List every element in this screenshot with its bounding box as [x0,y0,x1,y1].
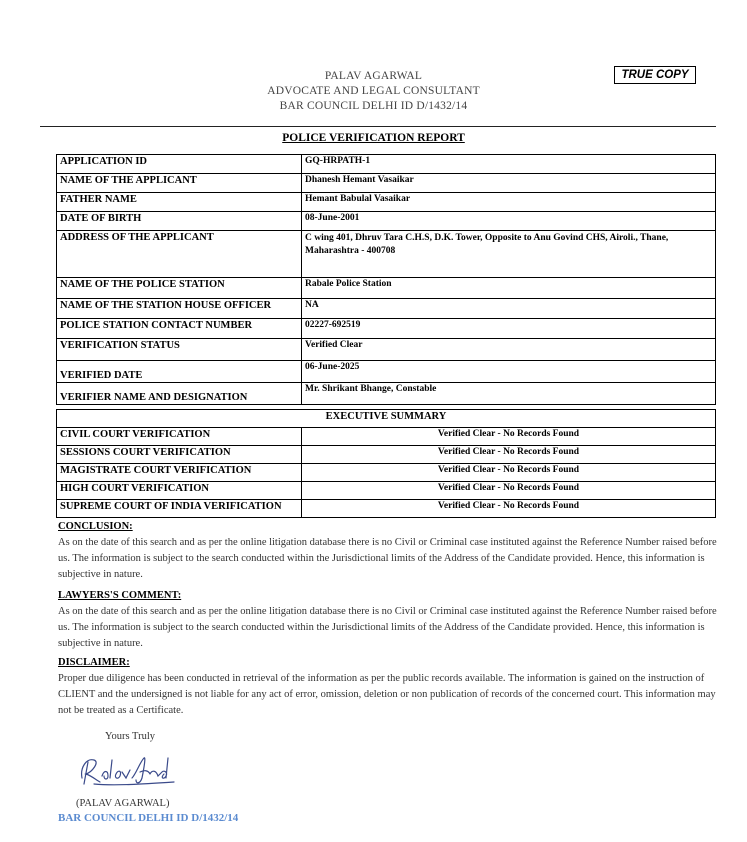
table-row [57,174,716,193]
row-value: Verified Clear - No Records Found [302,500,716,518]
conclusion-heading: CONCLUSION: [58,521,133,532]
row-value: 02227-692519 [302,319,716,339]
row-label: NAME OF THE APPLICANT [57,174,302,193]
disclaimer-heading: DISCLAIMER: [58,657,130,668]
row-label: FATHER NAME [57,193,302,212]
table-row [57,464,716,482]
row-label: SESSIONS COURT VERIFICATION [57,446,302,464]
table-row [57,500,716,518]
advocate-role: ADVOCATE AND LEGAL CONSULTANT [267,85,480,97]
table-row [57,319,716,339]
lawyers-comment-heading: LAWYERS'S COMMENT: [58,590,182,601]
advocate-bar-id: BAR COUNCIL DELHI ID D/1432/14 [279,100,468,112]
table-row [57,231,716,278]
lawyers-comment-text: As on the date of this search and as per the online litigation database there is no Civil or Criminal case instituted against the Reference Number raised before us. The information is subject to the search conducted within the Jurisdictional limits of the Address of the Candidate provided. Hence, this information is subjective in nature. [58,606,717,649]
row-label: NAME OF THE POLICE STATION [57,278,302,299]
row-value: C wing 401, Dhruv Tara C.H.S, D.K. Tower, Opposite to Anu Govind CHS, Airoli., Thane, Maharashtra - 400708 [302,231,716,278]
row-label: VERIFIED DATE [57,361,302,383]
advocate-name: PALAV AGARWAL [324,70,423,82]
true-copy-stamp: TRUE COPY [614,66,696,84]
table-row [57,383,716,405]
row-label: SUPREME COURT OF INDIA VERIFICATION [57,500,302,518]
row-label: DATE OF BIRTH [57,212,302,231]
table-row [57,278,716,299]
row-value: GQ-HRPATH-1 [302,155,716,174]
header-divider [40,126,716,127]
row-value: Mr. Shrikant Bhange, Constable [302,383,716,405]
executive-summary-title: EXECUTIVE SUMMARY [57,410,716,428]
row-value: Verified Clear - No Records Found [302,446,716,464]
row-value: 06-June-2025 [302,361,716,383]
row-label: CIVIL COURT VERIFICATION [57,428,302,446]
table-row [57,193,716,212]
table-header-row [57,410,716,428]
table-row [57,482,716,500]
details-table [56,154,716,405]
handwritten-signature [74,748,184,790]
table-row [57,361,716,383]
row-value: 08-June-2001 [302,212,716,231]
row-label: HIGH COURT VERIFICATION [57,482,302,500]
table-row [57,428,716,446]
signatory-name: (PALAV AGARWAL) [76,798,170,809]
table-row [57,339,716,361]
row-label: VERIFICATION STATUS [57,339,302,361]
row-label: POLICE STATION CONTACT NUMBER [57,319,302,339]
closing-text: Yours Truly [105,731,156,742]
row-value: Dhanesh Hemant Vasaikar [302,174,716,193]
row-value: Hemant Babulal Vasaikar [302,193,716,212]
row-value: NA [302,299,716,319]
table-row [57,299,716,319]
table-row [57,155,716,174]
row-value: Rabale Police Station [302,278,716,299]
conclusion-text: As on the date of this search and as per the online litigation database there is no Civil or Criminal case instituted against the Reference Number raised before us. The information is subject to the search conducted within the Jurisdictional limits of the Address of the Candidate provided. Hence, this information is subjective in nature. [58,537,717,580]
row-value: Verified Clear - No Records Found [302,482,716,500]
row-label: ADDRESS OF THE APPLICANT [57,231,302,278]
table-row [57,212,716,231]
row-value: Verified Clear [302,339,716,361]
table-row [57,446,716,464]
row-label: NAME OF THE STATION HOUSE OFFICER [57,299,302,319]
disclaimer-text: Proper due diligence has been conducted in retrieval of the information as per the public records available. The information is gained on the instruction of CLIENT and the undersigned is not liable for any act of error, omission, deletion or non publication of records of the concerned court. This information may not be treated as a Certificate. [58,673,716,716]
row-label: VERIFIER NAME AND DESIGNATION [57,383,302,405]
row-label: MAGISTRATE COURT VERIFICATION [57,464,302,482]
report-title: POLICE VERIFICATION REPORT [282,132,465,144]
executive-summary-table [56,409,716,518]
row-value: Verified Clear - No Records Found [302,464,716,482]
row-label: APPLICATION ID [57,155,302,174]
row-value: Verified Clear - No Records Found [302,428,716,446]
signatory-bar-id: BAR COUNCIL DELHI ID D/1432/14 [58,812,239,824]
